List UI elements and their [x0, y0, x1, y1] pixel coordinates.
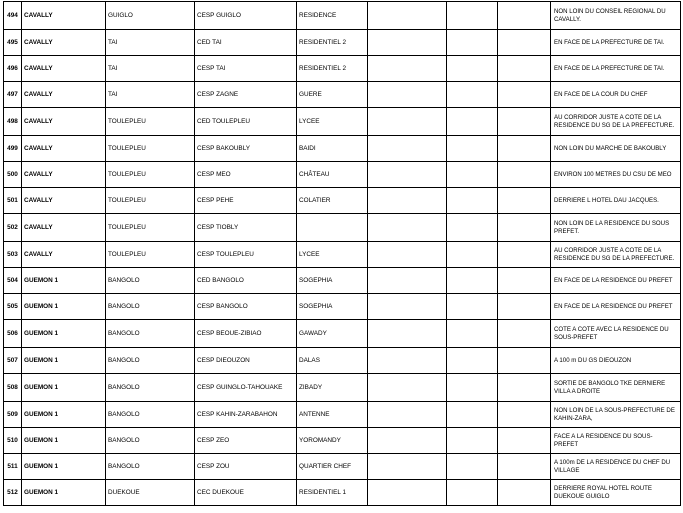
empty-cell — [498, 188, 551, 214]
school-cell: CEC DUEKOUE — [195, 480, 297, 506]
empty-cell — [498, 56, 551, 82]
row-number: 512 — [4, 480, 22, 506]
region-cell: CAVALLY — [22, 242, 106, 268]
department-cell: TOULEPLEU — [106, 188, 195, 214]
department-cell: TAI — [106, 56, 195, 82]
location-cell: A 100m DE LA RESIDENCE DU CHEF DU VILLAGE — [551, 454, 681, 480]
location-cell: SORTIE DE BANGOLO TKE DERNIERE VILLA A DROITE — [551, 374, 681, 402]
location-cell: EN FACE DE LA RESIDENCE DU PREFET — [551, 268, 681, 294]
table-row — [4, 268, 681, 294]
empty-cell — [447, 454, 498, 480]
empty-cell — [498, 294, 551, 320]
region-cell: GUEMON 1 — [22, 374, 106, 402]
region-cell: CAVALLY — [22, 108, 106, 136]
empty-cell — [368, 402, 447, 428]
locality-cell: DALAS — [297, 348, 368, 374]
region-cell: CAVALLY — [22, 82, 106, 108]
empty-cell — [498, 268, 551, 294]
region-cell: CAVALLY — [22, 136, 106, 162]
locality-cell: SOGEPHIA — [297, 294, 368, 320]
row-number: 501 — [4, 188, 22, 214]
region-cell: GUEMON 1 — [22, 294, 106, 320]
empty-cell — [368, 56, 447, 82]
table-row — [4, 162, 681, 188]
empty-cell — [498, 82, 551, 108]
locality-cell: BAIDI — [297, 136, 368, 162]
school-cell: CED TAI — [195, 30, 297, 56]
department-cell: BANGOLO — [106, 320, 195, 348]
location-cell: EN FACE DE LA COUR DU CHEF — [551, 82, 681, 108]
locality-cell: ANTENNE — [297, 402, 368, 428]
department-cell: TOULEPLEU — [106, 242, 195, 268]
location-cell: EN FACE DE LA RESIDENCE DU PREFET — [551, 294, 681, 320]
table-row — [4, 480, 681, 506]
table-body — [4, 2, 681, 506]
location-cell: NON LOIN DU MARCHE DE BAKOUBLY — [551, 136, 681, 162]
row-number: 495 — [4, 30, 22, 56]
department-cell: GUIGLO — [106, 2, 195, 30]
table-row — [4, 348, 681, 374]
location-cell: FACE A LA RESIDENCE DU SOUS- PREFET — [551, 428, 681, 454]
empty-cell — [368, 454, 447, 480]
locality-cell: SOGEPHIA — [297, 268, 368, 294]
region-cell: CAVALLY — [22, 162, 106, 188]
row-number: 499 — [4, 136, 22, 162]
region-cell: CAVALLY — [22, 188, 106, 214]
row-number: 509 — [4, 402, 22, 428]
row-number: 497 — [4, 82, 22, 108]
school-cell: CESP GUINGLO-TAHOUAKE — [195, 374, 297, 402]
school-cell: CESP PEHE — [195, 188, 297, 214]
table-row — [4, 56, 681, 82]
location-cell: AU CORRIDOR JUSTE A COTE DE LA RESIDENCE DU SG DE LA PREFECTURE. — [551, 108, 681, 136]
locality-cell: RESIDENCE — [297, 2, 368, 30]
department-cell: TOULEPLEU — [106, 162, 195, 188]
empty-cell — [447, 30, 498, 56]
table-row — [4, 294, 681, 320]
table-row — [4, 402, 681, 428]
empty-cell — [498, 214, 551, 242]
empty-cell — [368, 242, 447, 268]
region-cell: GUEMON 1 — [22, 402, 106, 428]
locality-cell: RESIDENTIEL 2 — [297, 56, 368, 82]
empty-cell — [498, 428, 551, 454]
location-cell: NON LOIN DE LA SOUS-PREFECTURE DE KAHIN-ZARA, — [551, 402, 681, 428]
empty-cell — [447, 136, 498, 162]
table-row — [4, 136, 681, 162]
school-cell: CESP KAHIN-ZARABAHON — [195, 402, 297, 428]
empty-cell — [498, 162, 551, 188]
empty-cell — [368, 320, 447, 348]
region-cell: CAVALLY — [22, 56, 106, 82]
locality-cell: YOROMANDY — [297, 428, 368, 454]
empty-cell — [498, 454, 551, 480]
empty-cell — [368, 428, 447, 454]
empty-cell — [368, 108, 447, 136]
empty-cell — [447, 402, 498, 428]
empty-cell — [498, 30, 551, 56]
school-cell: CESP BANGOLO — [195, 294, 297, 320]
region-cell: GUEMON 1 — [22, 268, 106, 294]
empty-cell — [447, 214, 498, 242]
locality-cell: RESIDENTIEL 2 — [297, 30, 368, 56]
empty-cell — [447, 320, 498, 348]
region-cell: CAVALLY — [22, 30, 106, 56]
location-cell: NON LOIN DU CONSEIL REGIONAL DU CAVALLY. — [551, 2, 681, 30]
department-cell: TAI — [106, 30, 195, 56]
empty-cell — [447, 348, 498, 374]
location-cell: AU CORRIDOR JUSTE A COTE DE LA RESIDENCE DU SG DE LA PREFECTURE. — [551, 242, 681, 268]
row-number: 496 — [4, 56, 22, 82]
region-cell: GUEMON 1 — [22, 454, 106, 480]
table-row — [4, 242, 681, 268]
empty-cell — [447, 294, 498, 320]
row-number: 506 — [4, 320, 22, 348]
empty-cell — [498, 136, 551, 162]
empty-cell — [447, 428, 498, 454]
empty-cell — [498, 108, 551, 136]
empty-cell — [498, 374, 551, 402]
empty-cell — [447, 82, 498, 108]
empty-cell — [368, 30, 447, 56]
school-cell: CESP GUIGLO — [195, 2, 297, 30]
empty-cell — [447, 2, 498, 30]
location-cell: NON LOIN DE LA RESIDENCE DU SOUS PREFET. — [551, 214, 681, 242]
empty-cell — [368, 268, 447, 294]
location-cell: COTE A COTE AVEC LA RESIDENCE DU SOUS-PREFET — [551, 320, 681, 348]
empty-cell — [368, 2, 447, 30]
empty-cell — [498, 402, 551, 428]
empty-cell — [368, 162, 447, 188]
empty-cell — [447, 188, 498, 214]
department-cell: TOULEPLEU — [106, 136, 195, 162]
row-number: 494 — [4, 2, 22, 30]
region-cell: GUEMON 1 — [22, 428, 106, 454]
empty-cell — [368, 188, 447, 214]
locality-cell: QUARTIER CHEF — [297, 454, 368, 480]
school-cell: CESP BAKOUBLY — [195, 136, 297, 162]
empty-cell — [368, 294, 447, 320]
locality-cell: COLATIER — [297, 188, 368, 214]
empty-cell — [498, 480, 551, 506]
region-cell: CAVALLY — [22, 214, 106, 242]
locality-cell: GAWADY — [297, 320, 368, 348]
row-number: 500 — [4, 162, 22, 188]
row-number: 503 — [4, 242, 22, 268]
department-cell: BANGOLO — [106, 348, 195, 374]
table-row — [4, 2, 681, 30]
empty-cell — [498, 320, 551, 348]
row-number: 507 — [4, 348, 22, 374]
department-cell: BANGOLO — [106, 294, 195, 320]
region-cell: GUEMON 1 — [22, 480, 106, 506]
empty-cell — [447, 108, 498, 136]
department-cell: BANGOLO — [106, 402, 195, 428]
department-cell: TOULEPLEU — [106, 108, 195, 136]
school-cell: CESP DIEOUZON — [195, 348, 297, 374]
row-number: 504 — [4, 268, 22, 294]
school-cell: CESP TAI — [195, 56, 297, 82]
region-cell: CAVALLY — [22, 2, 106, 30]
locality-cell: RESIDENTIEL 1 — [297, 480, 368, 506]
region-cell: GUEMON 1 — [22, 320, 106, 348]
table-row — [4, 82, 681, 108]
school-cell: CESP TIOBLY — [195, 214, 297, 242]
table-row — [4, 214, 681, 242]
table-row — [4, 108, 681, 136]
locality-cell: LYCEE — [297, 242, 368, 268]
table-row — [4, 374, 681, 402]
department-cell: BANGOLO — [106, 374, 195, 402]
table-row — [4, 30, 681, 56]
empty-cell — [447, 242, 498, 268]
empty-cell — [447, 162, 498, 188]
location-cell: ENVIRON 100 METRES DU CSU DE MEO — [551, 162, 681, 188]
table-row — [4, 454, 681, 480]
empty-cell — [368, 348, 447, 374]
school-cell: CESP MEO — [195, 162, 297, 188]
department-cell: BANGOLO — [106, 428, 195, 454]
school-cell: CESP ZAGNE — [195, 82, 297, 108]
location-cell: EN FACE DE LA PREFECTURE DE TAI. — [551, 30, 681, 56]
row-number: 505 — [4, 294, 22, 320]
empty-cell — [498, 2, 551, 30]
table-row — [4, 188, 681, 214]
row-number: 508 — [4, 374, 22, 402]
locality-cell — [297, 214, 368, 242]
empty-cell — [368, 374, 447, 402]
department-cell: TAI — [106, 82, 195, 108]
location-cell: EN FACE DE LA PREFECTURE DE TAI. — [551, 56, 681, 82]
row-number: 502 — [4, 214, 22, 242]
department-cell: BANGOLO — [106, 268, 195, 294]
region-cell: GUEMON 1 — [22, 348, 106, 374]
centers-table — [3, 1, 681, 506]
location-cell: DERRIERE ROYAL HOTEL ROUTE DUEKOUE GUIGLO — [551, 480, 681, 506]
location-cell: A 100 m DU GS DIEOUZON — [551, 348, 681, 374]
row-number: 511 — [4, 454, 22, 480]
department-cell: DUEKOUE — [106, 480, 195, 506]
school-cell: CESP BEOUE-ZIBIAO — [195, 320, 297, 348]
empty-cell — [498, 242, 551, 268]
school-cell: CESP TOULEPLEU — [195, 242, 297, 268]
department-cell: BANGOLO — [106, 454, 195, 480]
locality-cell: ZIBADY — [297, 374, 368, 402]
school-cell: CESP ZOU — [195, 454, 297, 480]
row-number: 510 — [4, 428, 22, 454]
table-row — [4, 428, 681, 454]
empty-cell — [368, 214, 447, 242]
row-number: 498 — [4, 108, 22, 136]
location-cell: DERRIERE L HOTEL DAU JACQUES. — [551, 188, 681, 214]
school-cell: CED TOULEPLEU — [195, 108, 297, 136]
empty-cell — [368, 82, 447, 108]
empty-cell — [368, 136, 447, 162]
empty-cell — [447, 268, 498, 294]
empty-cell — [447, 480, 498, 506]
table-row — [4, 320, 681, 348]
school-cell: CESP ZEO — [195, 428, 297, 454]
empty-cell — [498, 348, 551, 374]
empty-cell — [447, 56, 498, 82]
department-cell: TOULEPLEU — [106, 214, 195, 242]
school-cell: CED BANGOLO — [195, 268, 297, 294]
locality-cell: LYCEE — [297, 108, 368, 136]
empty-cell — [447, 374, 498, 402]
locality-cell: GUERE — [297, 82, 368, 108]
empty-cell — [368, 480, 447, 506]
locality-cell: CHÂTEAU — [297, 162, 368, 188]
